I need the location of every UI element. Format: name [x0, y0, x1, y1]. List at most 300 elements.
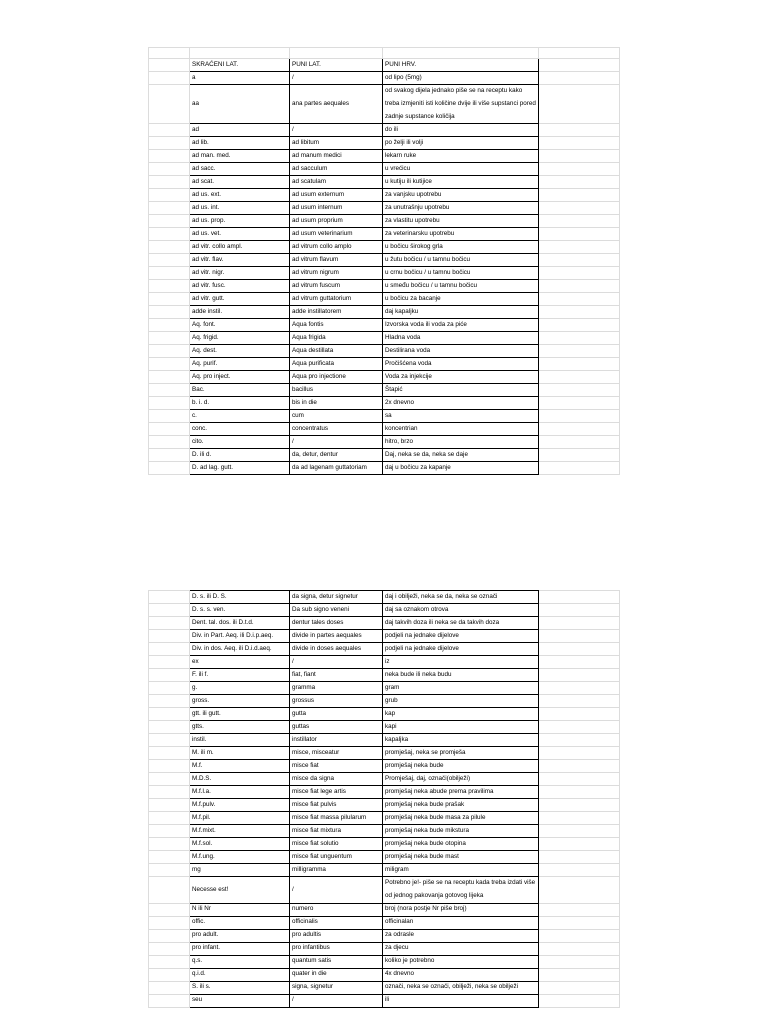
cell[interactable]	[149, 851, 190, 864]
cell[interactable]	[149, 734, 190, 747]
abbrev-latin-cell[interactable]: Dent. tal. dos. ili D.t.d.	[190, 617, 290, 630]
cell[interactable]	[539, 656, 620, 669]
full-latin-cell[interactable]: misce fiat	[290, 760, 383, 773]
cell[interactable]	[539, 215, 620, 228]
cell[interactable]	[539, 630, 620, 643]
full-croatian-cell[interactable]: za odrasle	[383, 929, 539, 942]
abbrev-latin-cell[interactable]: M.f.	[190, 760, 290, 773]
cell[interactable]	[383, 48, 539, 59]
abbrev-latin-cell[interactable]: M.f.ung.	[190, 851, 290, 864]
cell[interactable]	[149, 306, 190, 319]
full-croatian-cell[interactable]: u kutiju ili kutijice	[383, 176, 539, 189]
abbrev-latin-cell[interactable]: ad us. ext.	[190, 189, 290, 202]
cell[interactable]	[539, 643, 620, 656]
cell[interactable]	[149, 462, 190, 475]
full-latin-cell[interactable]: /	[290, 124, 383, 137]
full-latin-cell[interactable]: gramma	[290, 682, 383, 695]
full-croatian-cell[interactable]: kap	[383, 708, 539, 721]
full-croatian-cell[interactable]: za djecu	[383, 942, 539, 955]
abbrev-latin-cell[interactable]: pro adult.	[190, 929, 290, 942]
abbrev-latin-cell[interactable]: gross.	[190, 695, 290, 708]
cell[interactable]	[149, 371, 190, 384]
cell[interactable]	[149, 604, 190, 617]
abbrev-latin-cell[interactable]: Aq. frigid.	[190, 332, 290, 345]
cell[interactable]	[149, 358, 190, 371]
full-latin-cell[interactable]: da, detur, dentur	[290, 449, 383, 462]
cell[interactable]	[149, 85, 190, 124]
abbrev-latin-cell[interactable]: instil.	[190, 734, 290, 747]
full-croatian-cell[interactable]: promješaj neka abude prema pravilima	[383, 786, 539, 799]
abbrev-latin-cell[interactable]: ad vitr. fusc.	[190, 280, 290, 293]
full-latin-cell[interactable]: ad scatulam	[290, 176, 383, 189]
abbrev-latin-cell[interactable]: ex	[190, 656, 290, 669]
cell[interactable]	[539, 371, 620, 384]
full-croatian-cell[interactable]: promješaj neka bude otopina	[383, 838, 539, 851]
cell[interactable]	[539, 345, 620, 358]
cell[interactable]	[149, 48, 190, 59]
full-croatian-cell[interactable]: hitro, brzo	[383, 436, 539, 449]
cell[interactable]	[149, 903, 190, 916]
cell[interactable]	[539, 319, 620, 332]
header-abbrev-latin[interactable]: SKRAĆENI LAT.	[190, 59, 290, 72]
abbrev-latin-cell[interactable]: M.f.pil.	[190, 812, 290, 825]
abbrev-latin-cell[interactable]: D. ad lag. gutt.	[190, 462, 290, 475]
cell[interactable]	[149, 864, 190, 877]
full-latin-cell[interactable]: Aqua pro injectione	[290, 371, 383, 384]
full-croatian-cell[interactable]: promješaj, neka se promješa	[383, 747, 539, 760]
full-latin-cell[interactable]: divide in doses aequales	[290, 643, 383, 656]
cell[interactable]	[149, 929, 190, 942]
cell[interactable]	[149, 695, 190, 708]
full-croatian-cell[interactable]: daj i obilježi, neka se da, neka se označi	[383, 591, 539, 604]
full-croatian-cell[interactable]: označi, neka se označi, obilježi, neka se obilježi	[383, 981, 539, 994]
cell[interactable]	[539, 617, 620, 630]
full-croatian-cell[interactable]: ili	[383, 994, 539, 1007]
full-latin-cell[interactable]: misce fiat unguentum	[290, 851, 383, 864]
full-latin-cell[interactable]: Aqua fontis	[290, 319, 383, 332]
full-latin-cell[interactable]: quater in die	[290, 968, 383, 981]
full-latin-cell[interactable]: misce, misceatur	[290, 747, 383, 760]
cell[interactable]	[539, 410, 620, 423]
full-latin-cell[interactable]: ad usum externum	[290, 189, 383, 202]
full-croatian-cell[interactable]: Daj, neka se da, neka se daje	[383, 449, 539, 462]
full-croatian-cell[interactable]: broj (nora postje Nr piše broj)	[383, 903, 539, 916]
full-croatian-cell[interactable]: za vanjsku upotrebu	[383, 189, 539, 202]
full-latin-cell[interactable]: bis in die	[290, 397, 383, 410]
cell[interactable]	[149, 150, 190, 163]
cell[interactable]	[149, 163, 190, 176]
abbrev-latin-cell[interactable]: M.f.l.a.	[190, 786, 290, 799]
full-latin-cell[interactable]: ad vitrum collo amplo	[290, 241, 383, 254]
cell[interactable]	[539, 994, 620, 1007]
cell[interactable]	[149, 228, 190, 241]
abbrev-latin-cell[interactable]: Aq. pro inject.	[190, 371, 290, 384]
cell[interactable]	[539, 825, 620, 838]
full-latin-cell[interactable]: /	[290, 877, 383, 904]
full-latin-cell[interactable]: misce fiat mixtura	[290, 825, 383, 838]
cell[interactable]	[539, 734, 620, 747]
full-croatian-cell[interactable]: u bočicu za bacanje	[383, 293, 539, 306]
full-latin-cell[interactable]: dentur tales doses	[290, 617, 383, 630]
full-latin-cell[interactable]: quantum satis	[290, 955, 383, 968]
full-croatian-cell[interactable]: promješaj neka bude mikstura	[383, 825, 539, 838]
full-latin-cell[interactable]: pro infantibus	[290, 942, 383, 955]
cell[interactable]	[149, 176, 190, 189]
full-latin-cell[interactable]: ad manum medici	[290, 150, 383, 163]
full-croatian-cell[interactable]: Hladna voda	[383, 332, 539, 345]
full-latin-cell[interactable]: Da sub signo veneni	[290, 604, 383, 617]
full-latin-cell[interactable]: ad usum veterinarium	[290, 228, 383, 241]
full-latin-cell[interactable]: instillator	[290, 734, 383, 747]
abbrev-latin-cell[interactable]: D. s. s. ven.	[190, 604, 290, 617]
cell[interactable]	[149, 124, 190, 137]
cell[interactable]	[149, 786, 190, 799]
full-croatian-cell[interactable]: za vlastitu upotrebu	[383, 215, 539, 228]
cell[interactable]	[539, 747, 620, 760]
cell[interactable]	[539, 228, 620, 241]
full-croatian-cell[interactable]: Potrebno je!- piše se na receptu kada treba izdati više od jednog pakovanja gotovog lijeka	[383, 877, 539, 904]
cell[interactable]	[539, 59, 620, 72]
full-latin-cell[interactable]: da ad lagenam guttatoriam	[290, 462, 383, 475]
full-croatian-cell[interactable]: Voda za injekcije	[383, 371, 539, 384]
full-latin-cell[interactable]: misce fiat lege artis	[290, 786, 383, 799]
cell[interactable]	[539, 436, 620, 449]
full-latin-cell[interactable]: milligramma	[290, 864, 383, 877]
full-croatian-cell[interactable]: za veterinarsku upotrebu	[383, 228, 539, 241]
cell[interactable]	[539, 306, 620, 319]
full-latin-cell[interactable]: Aqua frigida	[290, 332, 383, 345]
full-croatian-cell[interactable]: do ili	[383, 124, 539, 137]
abbrev-latin-cell[interactable]: M.f.sol.	[190, 838, 290, 851]
cell[interactable]	[149, 682, 190, 695]
cell[interactable]	[539, 786, 620, 799]
abbrev-latin-cell[interactable]: M. ili m.	[190, 747, 290, 760]
full-croatian-cell[interactable]: gram	[383, 682, 539, 695]
cell[interactable]	[539, 267, 620, 280]
cell[interactable]	[539, 838, 620, 851]
cell[interactable]	[149, 994, 190, 1007]
full-croatian-cell[interactable]: u bočicu širokog grla	[383, 241, 539, 254]
cell[interactable]	[539, 293, 620, 306]
full-croatian-cell[interactable]: kapi	[383, 721, 539, 734]
cell[interactable]	[149, 410, 190, 423]
abbrev-latin-cell[interactable]: cito.	[190, 436, 290, 449]
abbrev-latin-cell[interactable]: Div. in dos. Aeq. ili D.i.d.aeq.	[190, 643, 290, 656]
cell[interactable]	[539, 176, 620, 189]
cell[interactable]	[149, 877, 190, 904]
full-latin-cell[interactable]: ad vitrum fuscum	[290, 280, 383, 293]
cell[interactable]	[539, 462, 620, 475]
full-latin-cell[interactable]: officinalis	[290, 916, 383, 929]
full-latin-cell[interactable]: gutta	[290, 708, 383, 721]
cell[interactable]	[149, 643, 190, 656]
full-latin-cell[interactable]: da signa, detur signetur	[290, 591, 383, 604]
full-latin-cell[interactable]: grossus	[290, 695, 383, 708]
cell[interactable]	[539, 137, 620, 150]
cell[interactable]	[539, 981, 620, 994]
full-croatian-cell[interactable]: podjeli na jednake dijelove	[383, 643, 539, 656]
full-croatian-cell[interactable]: grub	[383, 695, 539, 708]
full-latin-cell[interactable]: adde instillatorem	[290, 306, 383, 319]
cell[interactable]	[149, 59, 190, 72]
cell[interactable]	[539, 163, 620, 176]
cell[interactable]	[539, 929, 620, 942]
cell[interactable]	[539, 591, 620, 604]
cell[interactable]	[149, 202, 190, 215]
abbrev-latin-cell[interactable]: ad lib.	[190, 137, 290, 150]
abbrev-latin-cell[interactable]: ad us. prop.	[190, 215, 290, 228]
abbrev-latin-cell[interactable]: Aq. font.	[190, 319, 290, 332]
full-croatian-cell[interactable]: promješaj neka bude	[383, 760, 539, 773]
abbrev-latin-cell[interactable]: M.D.S.	[190, 773, 290, 786]
cell[interactable]	[149, 397, 190, 410]
full-croatian-cell[interactable]: daj sa oznakom otrova	[383, 604, 539, 617]
abbrev-latin-cell[interactable]: ad vitr. collo ampl.	[190, 241, 290, 254]
abbrev-latin-cell[interactable]: ad scat.	[190, 176, 290, 189]
cell[interactable]	[149, 955, 190, 968]
cell[interactable]	[149, 189, 190, 202]
full-croatian-cell[interactable]: lekarn ruke	[383, 150, 539, 163]
full-latin-cell[interactable]: ad usum internum	[290, 202, 383, 215]
abbrev-latin-cell[interactable]: gtt. ili gutt.	[190, 708, 290, 721]
full-croatian-cell[interactable]: promješaj neka bude mast	[383, 851, 539, 864]
abbrev-latin-cell[interactable]: gtts.	[190, 721, 290, 734]
abbrev-latin-cell[interactable]: Bac.	[190, 384, 290, 397]
abbrev-latin-cell[interactable]: q.i.d.	[190, 968, 290, 981]
cell[interactable]	[149, 72, 190, 85]
full-croatian-cell[interactable]: daj takvih doza ili neka se da takvih doza	[383, 617, 539, 630]
full-croatian-cell[interactable]: u smeđu bočicu / u tamnu bočicu	[383, 280, 539, 293]
cell[interactable]	[149, 345, 190, 358]
abbrev-latin-cell[interactable]: ad	[190, 124, 290, 137]
full-latin-cell[interactable]: misce fiat pulvis	[290, 799, 383, 812]
abbrev-latin-cell[interactable]: Necesse est!	[190, 877, 290, 904]
cell[interactable]	[290, 48, 383, 59]
cell[interactable]	[539, 682, 620, 695]
full-croatian-cell[interactable]: koliko je potrebno	[383, 955, 539, 968]
abbrev-latin-cell[interactable]: Div. in Part. Aeq. ili D.i.p.aeq.	[190, 630, 290, 643]
cell[interactable]	[149, 825, 190, 838]
abbrev-latin-cell[interactable]: offic.	[190, 916, 290, 929]
full-croatian-cell[interactable]: neka bude ili neka budu	[383, 669, 539, 682]
abbrev-latin-cell[interactable]: N ili Nr	[190, 903, 290, 916]
cell[interactable]	[539, 721, 620, 734]
cell[interactable]	[539, 604, 620, 617]
abbrev-latin-cell[interactable]: Aq. purif.	[190, 358, 290, 371]
abbrev-latin-cell[interactable]: conc.	[190, 423, 290, 436]
abbrev-latin-cell[interactable]: D. ili d.	[190, 449, 290, 462]
cell[interactable]	[539, 955, 620, 968]
cell[interactable]	[539, 708, 620, 721]
full-croatian-cell[interactable]: daj u bočicu za kapanje	[383, 462, 539, 475]
cell[interactable]	[539, 812, 620, 825]
full-croatian-cell[interactable]: Promješaj, daj, označi(obilježi)	[383, 773, 539, 786]
header-full-latin[interactable]: PUNI LAT.	[290, 59, 383, 72]
full-latin-cell[interactable]: misce fiat massa pilularum	[290, 812, 383, 825]
full-croatian-cell[interactable]: daj kapaljku	[383, 306, 539, 319]
full-latin-cell[interactable]: /	[290, 994, 383, 1007]
full-latin-cell[interactable]: divide in partes aequales	[290, 630, 383, 643]
cell[interactable]	[149, 630, 190, 643]
cell[interactable]	[539, 669, 620, 682]
full-latin-cell[interactable]: cum	[290, 410, 383, 423]
abbrev-latin-cell[interactable]: mg	[190, 864, 290, 877]
cell[interactable]	[539, 851, 620, 864]
abbrev-latin-cell[interactable]: q.s.	[190, 955, 290, 968]
full-latin-cell[interactable]: Aqua purificata	[290, 358, 383, 371]
cell[interactable]	[149, 241, 190, 254]
cell[interactable]	[149, 319, 190, 332]
cell[interactable]	[539, 760, 620, 773]
full-latin-cell[interactable]: fiat, fiant	[290, 669, 383, 682]
cell[interactable]	[539, 254, 620, 267]
full-latin-cell[interactable]: /	[290, 436, 383, 449]
cell[interactable]	[149, 968, 190, 981]
cell[interactable]	[539, 332, 620, 345]
cell[interactable]	[149, 254, 190, 267]
cell[interactable]	[149, 669, 190, 682]
cell[interactable]	[149, 617, 190, 630]
abbrev-latin-cell[interactable]: b. i. d.	[190, 397, 290, 410]
cell[interactable]	[149, 708, 190, 721]
full-latin-cell[interactable]: ad vitrum guttatorium	[290, 293, 383, 306]
cell[interactable]	[539, 280, 620, 293]
cell[interactable]	[539, 423, 620, 436]
cell[interactable]	[539, 799, 620, 812]
abbrev-latin-cell[interactable]: aa	[190, 85, 290, 124]
abbrev-latin-cell[interactable]: adde instil.	[190, 306, 290, 319]
cell[interactable]	[149, 384, 190, 397]
abbrev-latin-cell[interactable]: F. ili f.	[190, 669, 290, 682]
cell[interactable]	[149, 721, 190, 734]
cell[interactable]	[539, 397, 620, 410]
cell[interactable]	[149, 760, 190, 773]
cell[interactable]	[539, 864, 620, 877]
full-latin-cell[interactable]: misce da signa	[290, 773, 383, 786]
full-croatian-cell[interactable]: podjeli na jednake dijelove	[383, 630, 539, 643]
cell[interactable]	[149, 332, 190, 345]
full-latin-cell[interactable]: pro adultis	[290, 929, 383, 942]
full-croatian-cell[interactable]: sa	[383, 410, 539, 423]
cell[interactable]	[190, 48, 290, 59]
cell[interactable]	[539, 124, 620, 137]
full-croatian-cell[interactable]: Destilirana voda	[383, 345, 539, 358]
cell[interactable]	[149, 591, 190, 604]
full-croatian-cell[interactable]: 4x dnevno	[383, 968, 539, 981]
cell[interactable]	[149, 747, 190, 760]
cell[interactable]	[149, 215, 190, 228]
cell[interactable]	[149, 423, 190, 436]
full-croatian-cell[interactable]: po želji ili volji	[383, 137, 539, 150]
cell[interactable]	[539, 358, 620, 371]
full-latin-cell[interactable]: ad libitum	[290, 137, 383, 150]
full-latin-cell[interactable]: ad sacculum	[290, 163, 383, 176]
full-croatian-cell[interactable]: od svakog dijela jednako piše se na receptu kako treba izmjeniti isti količine dvije ili više supstanci pored zadnje supstance količija	[383, 85, 539, 124]
full-croatian-cell[interactable]: Izvorska voda ili voda za piće	[383, 319, 539, 332]
cell[interactable]	[149, 981, 190, 994]
full-croatian-cell[interactable]: u crnu bočicu / u tamnu bočicu	[383, 267, 539, 280]
full-croatian-cell[interactable]: koncentrian	[383, 423, 539, 436]
full-latin-cell[interactable]: /	[290, 72, 383, 85]
full-latin-cell[interactable]: ad usum proprium	[290, 215, 383, 228]
full-latin-cell[interactable]: /	[290, 656, 383, 669]
cell[interactable]	[539, 903, 620, 916]
cell[interactable]	[539, 773, 620, 786]
cell[interactable]	[149, 449, 190, 462]
cell[interactable]	[539, 189, 620, 202]
abbrev-latin-cell[interactable]: seu	[190, 994, 290, 1007]
cell[interactable]	[539, 916, 620, 929]
full-latin-cell[interactable]: signa, signetur	[290, 981, 383, 994]
cell[interactable]	[149, 293, 190, 306]
full-croatian-cell[interactable]: u žutu bočicu / u tamnu bočicu	[383, 254, 539, 267]
full-latin-cell[interactable]: ad vitrum nigrum	[290, 267, 383, 280]
cell[interactable]	[149, 267, 190, 280]
cell[interactable]	[149, 942, 190, 955]
cell[interactable]	[539, 85, 620, 124]
cell[interactable]	[539, 202, 620, 215]
cell[interactable]	[539, 942, 620, 955]
full-croatian-cell[interactable]: miligram	[383, 864, 539, 877]
cell[interactable]	[539, 241, 620, 254]
full-croatian-cell[interactable]: Štapić	[383, 384, 539, 397]
abbrev-latin-cell[interactable]: pro infant.	[190, 942, 290, 955]
cell[interactable]	[149, 773, 190, 786]
full-latin-cell[interactable]: concentratus	[290, 423, 383, 436]
full-croatian-cell[interactable]: za unutrašnju upotrebu	[383, 202, 539, 215]
abbrev-latin-cell[interactable]: g.	[190, 682, 290, 695]
full-latin-cell[interactable]: Aqua destillata	[290, 345, 383, 358]
cell[interactable]	[149, 916, 190, 929]
abbrev-latin-cell[interactable]: ad vitr. nigr.	[190, 267, 290, 280]
cell[interactable]	[539, 48, 620, 59]
cell[interactable]	[149, 812, 190, 825]
cell[interactable]	[539, 968, 620, 981]
cell[interactable]	[539, 695, 620, 708]
full-latin-cell[interactable]: bacillus	[290, 384, 383, 397]
full-latin-cell[interactable]: misce fiat solutio	[290, 838, 383, 851]
cell[interactable]	[539, 72, 620, 85]
cell[interactable]	[539, 449, 620, 462]
full-croatian-cell[interactable]: promješaj neka bude prašak	[383, 799, 539, 812]
full-croatian-cell[interactable]: u vrećicu	[383, 163, 539, 176]
full-latin-cell[interactable]: numero	[290, 903, 383, 916]
cell[interactable]	[149, 838, 190, 851]
abbrev-latin-cell[interactable]: Aq. dest.	[190, 345, 290, 358]
abbrev-latin-cell[interactable]: M.f.pulv.	[190, 799, 290, 812]
abbrev-latin-cell[interactable]: ad man. med.	[190, 150, 290, 163]
cell[interactable]	[149, 799, 190, 812]
full-croatian-cell[interactable]: kapaljka	[383, 734, 539, 747]
full-croatian-cell[interactable]: promješaj neka bude masa za pilule	[383, 812, 539, 825]
abbrev-latin-cell[interactable]: ad vitr. gutt.	[190, 293, 290, 306]
cell[interactable]	[539, 877, 620, 904]
full-latin-cell[interactable]: guttas	[290, 721, 383, 734]
full-croatian-cell[interactable]: 2x dnevno	[383, 397, 539, 410]
cell[interactable]	[149, 656, 190, 669]
cell[interactable]	[539, 384, 620, 397]
abbrev-latin-cell[interactable]: ad us. vet.	[190, 228, 290, 241]
cell[interactable]	[539, 150, 620, 163]
cell[interactable]	[149, 137, 190, 150]
cell[interactable]	[149, 436, 190, 449]
full-croatian-cell[interactable]: Pročišćena voda	[383, 358, 539, 371]
full-croatian-cell[interactable]: od lipo (5mg)	[383, 72, 539, 85]
abbrev-latin-cell[interactable]: ad vitr. flav.	[190, 254, 290, 267]
full-latin-cell[interactable]: ana partes aequales	[290, 85, 383, 124]
full-latin-cell[interactable]: ad vitrum flavum	[290, 254, 383, 267]
header-full-croatian[interactable]: PUNI HRV.	[383, 59, 539, 72]
